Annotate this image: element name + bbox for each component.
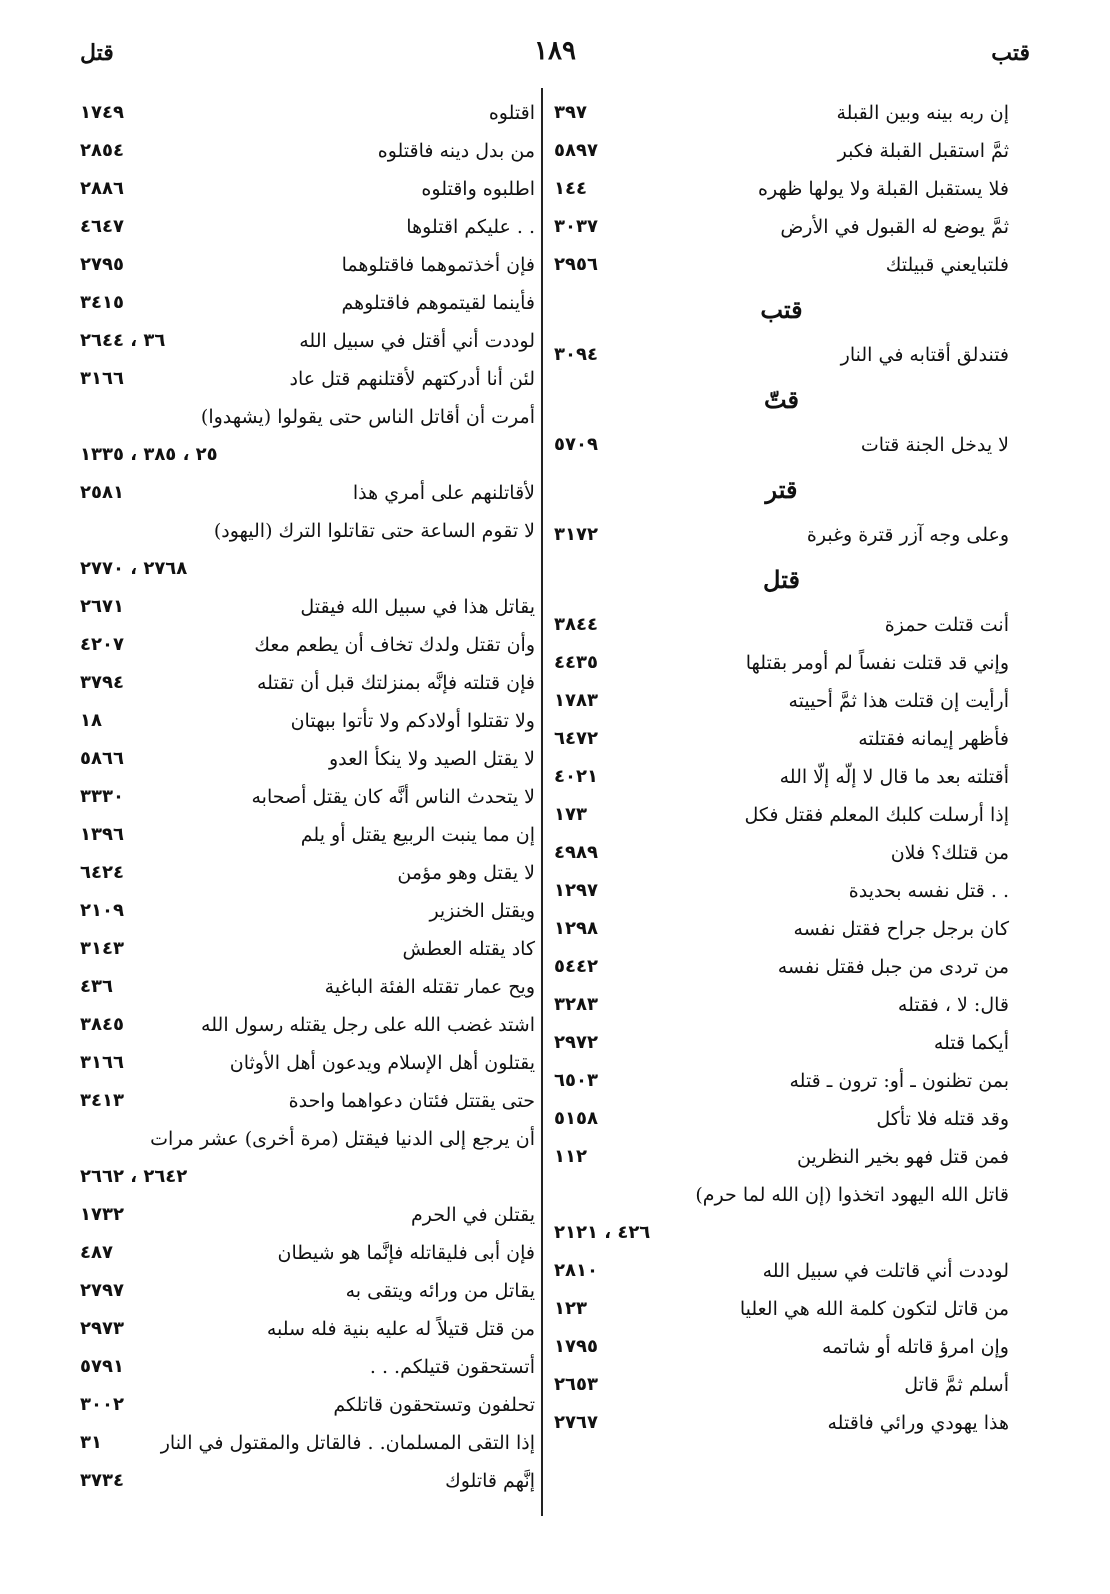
entry-reference-number: ٥٤٤٢ bbox=[554, 956, 598, 977]
entry-text: وأن تقتل ولدك تخاف أن يطعم معك bbox=[254, 634, 535, 656]
index-entry bbox=[554, 796, 1009, 834]
entry-reference-number: ٣٧٩٤ bbox=[80, 672, 124, 693]
entry-text: يقتلون أهل الإسلام ويدعون أهل الأوثان bbox=[229, 1052, 535, 1074]
entry-text: قاتل الله اليهود اتخذوا (إن الله لما حرم) bbox=[695, 1184, 1009, 1206]
index-entry bbox=[80, 778, 535, 816]
index-entry bbox=[80, 284, 535, 322]
entry-text: لا يقتل الصيد ولا ينكأ العدو bbox=[328, 748, 535, 770]
entry-reference-number: ١٧٤٩ bbox=[80, 102, 124, 123]
left-column bbox=[80, 94, 535, 1500]
entry-reference-number: ١٧٩٥ bbox=[554, 1336, 598, 1357]
entry-text: . . قتل نفسه بحديدة bbox=[848, 880, 1009, 902]
entry-text: تحلفون وتستحقون قاتلكم bbox=[333, 1394, 535, 1416]
entry-text: فإن أبى فليقاتله فإنَّما هو شيطان bbox=[277, 1242, 535, 1264]
entry-text: لئن أنا أدركتهم لأقتلنهم قتل عاد bbox=[289, 368, 535, 390]
entry-reference-number: ٢٩٧٣ bbox=[80, 1318, 124, 1339]
entry-reference-number: ١٣٩٦ bbox=[80, 824, 124, 845]
index-entry bbox=[80, 1044, 535, 1082]
entry-reference-number: ٣١٤٣ bbox=[80, 938, 124, 959]
entry-text: اشتد غضب الله على رجل يقتله رسول الله bbox=[201, 1014, 535, 1036]
entry-text: قال: لا ، فقتله bbox=[897, 994, 1009, 1016]
section-heading: قتب bbox=[760, 295, 803, 324]
entry-text: من قاتل لتكون كلمة الله هي العليا bbox=[739, 1298, 1009, 1320]
index-entry bbox=[80, 702, 535, 740]
entry-reference-number: ٣١٧٢ bbox=[554, 524, 598, 545]
index-entry bbox=[554, 948, 1009, 986]
section-heading: قتّ bbox=[763, 385, 800, 414]
entry-text: فتندلق أقتابه في النار bbox=[840, 344, 1009, 366]
section-heading: قتر bbox=[765, 475, 798, 504]
entry-reference-number: ٢٩٧٢ bbox=[554, 1032, 598, 1053]
entry-reference-number: ٤٦٤٧ bbox=[80, 216, 124, 237]
entry-reference-number: ٣٢٨٣ bbox=[554, 994, 598, 1015]
entry-text: فأينما لقيتموهم فاقتلوهم bbox=[341, 292, 535, 314]
entry-text: حتى يقتتل فئتان دعواهما واحدة bbox=[288, 1090, 535, 1112]
header-left-word: قتل bbox=[80, 40, 114, 66]
entry-reference-number: ٢٧٦٧ bbox=[554, 1412, 598, 1433]
index-entry bbox=[80, 892, 535, 930]
entry-text: ثمَّ يوضع له القبول في الأرض bbox=[780, 216, 1009, 238]
index-entry bbox=[554, 834, 1009, 872]
index-entry bbox=[554, 986, 1009, 1024]
index-entry bbox=[554, 246, 1009, 284]
index-entry bbox=[80, 626, 535, 664]
entry-reference-number: ٢٨٥٤ bbox=[80, 140, 124, 161]
entry-reference-number: ٥١٥٨ bbox=[554, 1108, 598, 1129]
entry-text: لا تقوم الساعة حتى تقاتلوا الترك (اليهود) bbox=[213, 520, 535, 542]
header-right-word: قتب bbox=[991, 40, 1030, 66]
entry-reference-number: ١٤٤ bbox=[554, 178, 587, 199]
entry-text: لا يقتل وهو مؤمن bbox=[397, 862, 535, 884]
index-entry bbox=[554, 606, 1009, 644]
index-entry bbox=[80, 1234, 535, 1272]
entry-text: إذا أرسلت كلبك المعلم فقتل فكل bbox=[744, 804, 1009, 826]
index-entry bbox=[554, 1024, 1009, 1062]
index-entry bbox=[80, 1158, 535, 1196]
entry-text: هذا يهودي ورائي فاقتله bbox=[827, 1412, 1009, 1434]
entry-text: أتستحقون قتيلكم. . . bbox=[369, 1356, 535, 1378]
entry-reference-number: ٢٦٤٢ ، ٢٦٦٢ bbox=[80, 1166, 188, 1187]
entry-text: وعلى وجه آزر قترة وغبرة bbox=[806, 524, 1009, 546]
entry-reference-number: ١٧٣٢ bbox=[80, 1204, 124, 1225]
entry-text: لأقاتلنهم على أمري هذا bbox=[352, 482, 535, 504]
entry-reference-number: ١٢٩٨ bbox=[554, 918, 598, 939]
index-entry bbox=[80, 1082, 535, 1120]
entry-reference-number: ١٢٣ bbox=[554, 1298, 587, 1319]
entry-reference-number: ٦٤٧٢ bbox=[554, 728, 598, 749]
entry-text: أن يرجع إلى الدنيا فيقتل (مرة أخرى) عشر مرات bbox=[150, 1128, 535, 1150]
entry-reference-number: ٥٨٩٧ bbox=[554, 140, 598, 161]
entry-reference-number: ٢٦٥٣ bbox=[554, 1374, 598, 1395]
entry-reference-number: ١٨ bbox=[80, 710, 102, 731]
entry-text: أقتلته بعد ما قال لا إلّه إلّا الله bbox=[779, 766, 1009, 788]
entry-text: لا يتحدث الناس أنَّه كان يقتل أصحابه bbox=[251, 786, 535, 808]
entry-reference-number: ٥٧٠٩ bbox=[554, 434, 598, 455]
entry-text: لوددت أني قاتلت في سبيل الله bbox=[762, 1260, 1009, 1282]
entry-reference-number: ٣٦ ، ٢٦٤٤ bbox=[80, 330, 166, 351]
index-entry bbox=[80, 1006, 535, 1044]
index-entry bbox=[80, 398, 535, 436]
entry-reference-number: ٢٥ ، ٣٨٥ ، ١٣٣٥ bbox=[80, 444, 218, 465]
index-entry bbox=[80, 1462, 535, 1500]
entry-text: اطلبوه واقتلوه bbox=[421, 178, 535, 200]
entry-reference-number: ٤٢٠٧ bbox=[80, 634, 124, 655]
entry-reference-number: ٢١٠٩ bbox=[80, 900, 124, 921]
index-entry bbox=[80, 1272, 535, 1310]
index-entry bbox=[554, 170, 1009, 208]
index-entry bbox=[554, 516, 1009, 554]
index-entry bbox=[554, 910, 1009, 948]
page-number: ١٨٩ bbox=[534, 36, 576, 66]
entry-text: إن مما ينبت الربيع يقتل أو يلم bbox=[300, 824, 535, 846]
index-entry bbox=[554, 758, 1009, 796]
entry-reference-number: ٢٧٩٥ bbox=[80, 254, 124, 275]
entry-text: كان برجل جراح فقتل نفسه bbox=[793, 918, 1009, 940]
entry-reference-number: ٦٥٠٣ bbox=[554, 1070, 598, 1091]
entry-text: بمن تظنون ـ أو: ترون ـ قتله bbox=[789, 1070, 1009, 1092]
entry-text: يقاتل هذا في سبيل الله فيقتل bbox=[300, 596, 535, 618]
entry-reference-number: ٣٤١٥ bbox=[80, 292, 124, 313]
entry-text: أرأيت إن قتلت هذا ثمَّ أحييته bbox=[788, 690, 1009, 712]
entry-reference-number: ٣٠٩٤ bbox=[554, 344, 598, 365]
entry-reference-number: ٣١٦٦ bbox=[80, 368, 124, 389]
entry-text: من بدل دينه فاقتلوه bbox=[377, 140, 535, 162]
entry-text: من تردى من جبل فقتل نفسه bbox=[777, 956, 1009, 978]
entry-text: إذا التقى المسلمان. . فالقاتل والمقتول في النار bbox=[160, 1432, 535, 1454]
entry-text: فإن أخذتموهما فاقتلوهما bbox=[341, 254, 535, 276]
index-entry bbox=[554, 872, 1009, 910]
index-entry bbox=[554, 1252, 1009, 1290]
index-entry bbox=[554, 720, 1009, 758]
entry-text: وقد قتله فلا تأكل bbox=[876, 1108, 1009, 1130]
entry-reference-number: ٥٧٩١ bbox=[80, 1356, 124, 1377]
entry-reference-number: ٣٨٤٥ bbox=[80, 1014, 124, 1035]
index-entry bbox=[80, 246, 535, 284]
entry-reference-number: ٣٠٠٢ bbox=[80, 1394, 124, 1415]
entry-text: ويقتل الخنزير bbox=[429, 900, 535, 922]
entry-text: لوددت أني أقتل في سبيل الله bbox=[299, 330, 535, 352]
entry-reference-number: ٣١٦٦ bbox=[80, 1052, 124, 1073]
entry-reference-number: ١٧٣ bbox=[554, 804, 587, 825]
index-entry bbox=[554, 1404, 1009, 1442]
entry-text: ثمَّ استقبل القبلة فكبر bbox=[837, 140, 1009, 162]
entry-reference-number: ٢٧٦٨ ، ٢٧٧٠ bbox=[80, 558, 188, 579]
entry-text: لا يدخل الجنة قتات bbox=[860, 434, 1009, 456]
index-entry bbox=[80, 1348, 535, 1386]
entry-reference-number: ٣٧٣٤ bbox=[80, 1470, 124, 1491]
entry-text: فمن قتل فهو بخير النظرين bbox=[797, 1146, 1009, 1168]
entry-reference-number: ٢٥٨١ bbox=[80, 482, 124, 503]
index-entry bbox=[554, 94, 1009, 132]
entry-reference-number: ٤٣٦ bbox=[80, 976, 113, 997]
entry-reference-number: ٤٢٦ ، ٢١٢١ bbox=[554, 1222, 651, 1243]
entry-reference-number: ٣٩٧ bbox=[554, 102, 587, 123]
index-entry bbox=[554, 336, 1009, 374]
entry-text: يقتلن في الحرم bbox=[411, 1204, 535, 1226]
index-entry bbox=[554, 1214, 1009, 1252]
index-entry bbox=[80, 474, 535, 512]
entry-text: إنَّهم قاتلوك bbox=[445, 1470, 535, 1492]
index-entry bbox=[554, 426, 1009, 464]
entry-reference-number: ٢٨٨٦ bbox=[80, 178, 124, 199]
index-entry bbox=[80, 854, 535, 892]
entry-reference-number: ٤٠٢١ bbox=[554, 766, 598, 787]
entry-text: فلتبايعني قبيلتك bbox=[885, 254, 1009, 276]
entry-reference-number: ١٧٨٣ bbox=[554, 690, 598, 711]
entry-text: أنت قتلت حمزة bbox=[884, 614, 1009, 636]
index-entry bbox=[80, 132, 535, 170]
index-entry bbox=[80, 94, 535, 132]
index-entry bbox=[80, 322, 535, 360]
index-entry bbox=[80, 816, 535, 854]
section-heading: قتل bbox=[763, 565, 800, 594]
entry-text: اقتلوه bbox=[488, 102, 535, 124]
index-entry bbox=[554, 1138, 1009, 1176]
entry-reference-number: ٢٧٩٧ bbox=[80, 1280, 124, 1301]
entry-reference-number: ٣٣٣٠ bbox=[80, 786, 124, 807]
entry-reference-number: ٥٨٦٦ bbox=[80, 748, 124, 769]
entry-text: من قتلك؟ فلان bbox=[890, 842, 1009, 864]
index-entry bbox=[554, 644, 1009, 682]
index-entry bbox=[80, 512, 535, 550]
index-entry bbox=[80, 1120, 535, 1158]
index-entry bbox=[80, 170, 535, 208]
page-header bbox=[80, 36, 1030, 76]
entry-text: أمرت أن أقاتل الناس حتى يقولوا (يشهدوا) bbox=[200, 406, 535, 428]
index-entry bbox=[80, 1310, 535, 1348]
index-entry bbox=[554, 1176, 1009, 1214]
entry-reference-number: ٦٤٢٤ bbox=[80, 862, 124, 883]
index-entry bbox=[80, 1424, 535, 1462]
entry-text: أيكما قتله bbox=[933, 1032, 1009, 1054]
entry-reference-number: ٤٤٣٥ bbox=[554, 652, 598, 673]
entry-reference-number: ٤٨٧ bbox=[80, 1242, 113, 1263]
index-entry bbox=[80, 550, 535, 588]
index-entry bbox=[554, 208, 1009, 246]
entry-reference-number: ١١٢ bbox=[554, 1146, 587, 1167]
entry-reference-number: ٣٨٤٤ bbox=[554, 614, 598, 635]
index-entry bbox=[554, 1328, 1009, 1366]
right-column bbox=[554, 94, 1009, 1442]
index-entry bbox=[80, 360, 535, 398]
entry-reference-number: ٤٩٨٩ bbox=[554, 842, 598, 863]
index-entry bbox=[80, 1386, 535, 1424]
index-entry bbox=[554, 1062, 1009, 1100]
entry-text: ويح عمار تقتله الفئة الباغية bbox=[324, 976, 535, 998]
entry-text: من قتل قتيلاً له عليه بنية فله سلبه bbox=[266, 1318, 535, 1340]
entry-text: فلا يستقبل القبلة ولا يولها ظهره bbox=[758, 178, 1009, 200]
index-entry bbox=[554, 682, 1009, 720]
entry-reference-number: ٣٠٣٧ bbox=[554, 216, 598, 237]
index-entry bbox=[554, 1366, 1009, 1404]
entry-text: ولا تقتلوا أولادكم ولا تأتوا ببهتان bbox=[290, 710, 535, 732]
index-entry bbox=[554, 1100, 1009, 1138]
index-entry bbox=[554, 1290, 1009, 1328]
index-entry bbox=[80, 740, 535, 778]
index-entry bbox=[554, 132, 1009, 170]
index-entry bbox=[80, 208, 535, 246]
entry-text: . . عليكم اقتلوها bbox=[406, 216, 535, 238]
entry-text: كاد يقتله العطش bbox=[402, 938, 535, 960]
entry-text: فإن قتلته فإنَّه بمنزلتك قبل أن تقتله bbox=[256, 672, 535, 694]
index-entry bbox=[80, 664, 535, 702]
index-entry bbox=[80, 436, 535, 474]
entry-text: إن ربه بينه وبين القبلة bbox=[836, 102, 1009, 124]
entry-reference-number: ٢٨١٠ bbox=[554, 1260, 598, 1281]
entry-text: وإني قد قتلت نفساً لم أومر بقتلها bbox=[745, 652, 1009, 674]
column-divider bbox=[541, 88, 543, 1516]
entry-reference-number: ٢٩٥٦ bbox=[554, 254, 598, 275]
entry-text: أسلم ثمَّ قاتل bbox=[904, 1374, 1009, 1396]
index-entry bbox=[80, 968, 535, 1006]
index-entry bbox=[80, 930, 535, 968]
entry-reference-number: ٢٦٧١ bbox=[80, 596, 124, 617]
index-entry bbox=[80, 1196, 535, 1234]
entry-text: وإن امرؤ قاتله أو شاتمه bbox=[822, 1336, 1009, 1358]
entry-reference-number: ١٢٩٧ bbox=[554, 880, 598, 901]
entry-text: فأظهر إيمانه فقتلته bbox=[858, 728, 1009, 750]
entry-reference-number: ٣١ bbox=[80, 1432, 102, 1453]
entry-text: يقاتل من ورائه ويتقى به bbox=[345, 1280, 535, 1302]
index-entry bbox=[80, 588, 535, 626]
entry-reference-number: ٣٤١٣ bbox=[80, 1090, 124, 1111]
